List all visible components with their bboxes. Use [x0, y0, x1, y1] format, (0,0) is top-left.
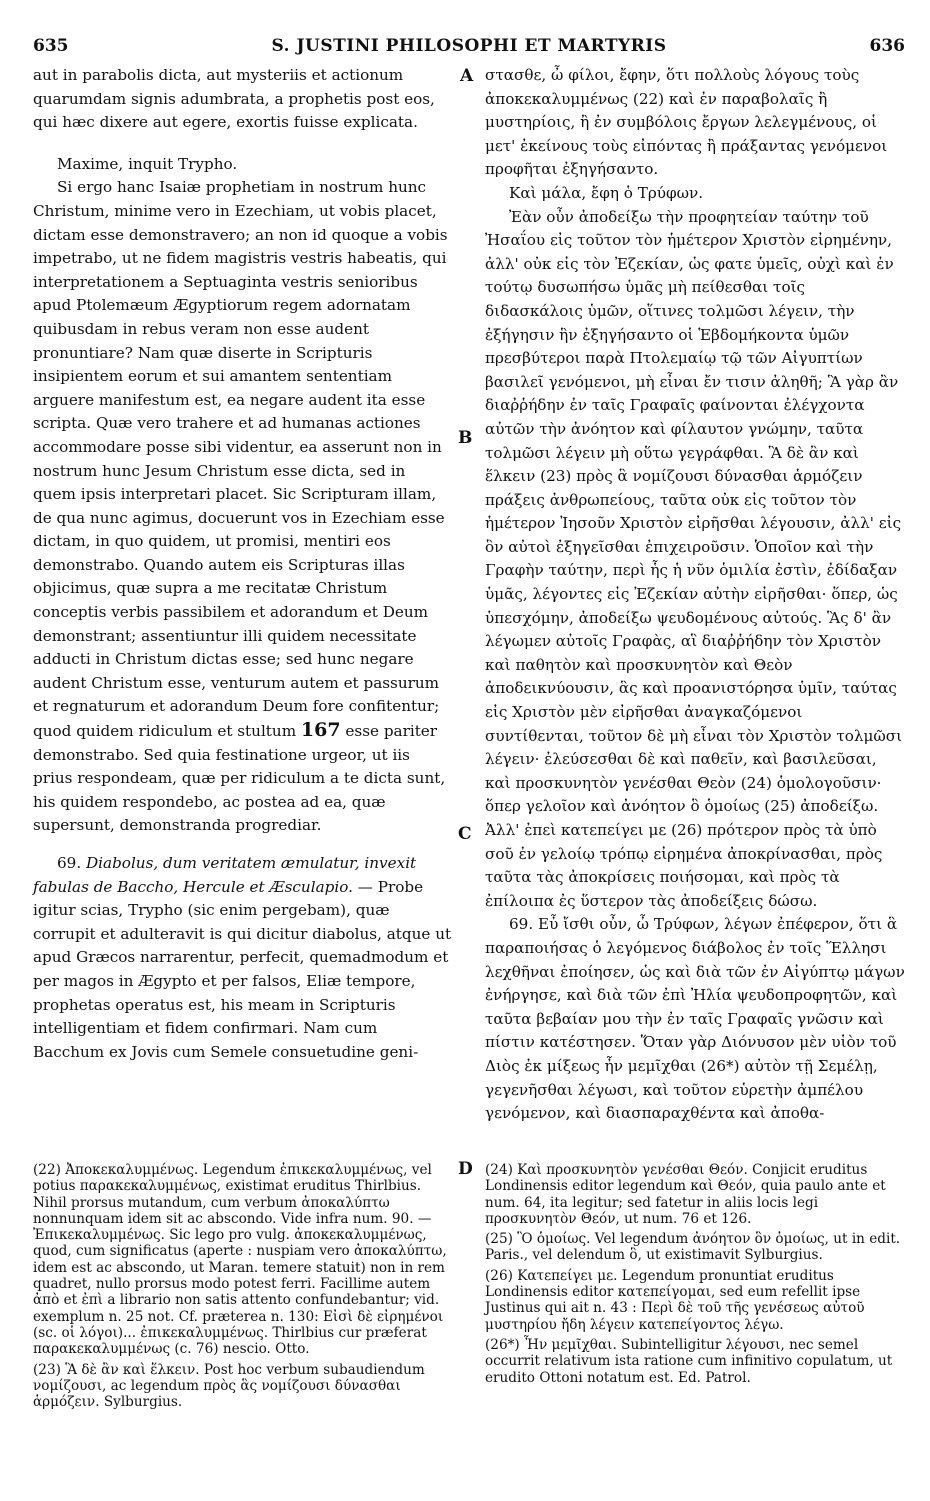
- footnotes-left: [33, 1162, 453, 1410]
- margin-marker-a: A: [460, 66, 474, 86]
- greek-paragraph-3: Ἐὰν οὖν ἀποδείξω τὴν προφητείαν ταύτην τοῦ Ἠσαΐου εἰς τοῦτον τὸν ἡμέτερον Χριστὸν εἰρημένην, ἀλλ' οὐκ εἰς τὸν Ἐζεκίαν, ὡς φατε ὑμεῖς, οὐχὶ καὶ ἐν τούτῳ δυσωπήσω ὑμᾶς μὴ πείθεσθαι τοῖς διδασκάλοις ὑμῶν, οἵτινες τολμῶσι λέγειν, τὴν ἐξήγησιν ἣν ἐξηγήσαντο οἱ Ἑβδομήκοντα ὑμῶν πρεσβύτεροι παρὰ Πτολεμαίῳ τῷ τῶν Αἰγυπτίων βασιλεῖ γενόμενοι, μὴ εἶναι ἔν τισιν ἀληθῆ; Ἃ γὰρ ἂν διαῤῥήδην ἐν ταῖς Γραφαῖς φαίνονται ἐλέγχοντα αὐτῶν τὴν ἀνόητον καὶ φίλαυτον γνώμην, ταῦτα τολμῶσι λέγειν μὴ οὕτω γεγράφθαι. Ἃ δὲ ἂν καὶ ἕλκειν (23) πρὸς ἃ νομίζουσι δύνασθαι ἁρμόζειν πράξεις ἀνθρωπείους, ταῦτα οὐκ εἰς τοῦτον τὸν ἡμέτερον Ἰησοῦν Χριστὸν εἰρῆσθαι λέγουσιν, ἀλλ' εἰς ὃν αὐτοὶ ἐξηγεῖσθαι ἐπιχειροῦσιν. Ὁποῖον καὶ τὴν Γραφὴν ταύτην, περὶ ἧς ἡ νῦν ὁμιλία ἐστὶν, ἐδίδαξαν ὑμᾶς, λέγοντες εἰς Ἐζεκίαν αὐτὴν εἰρῆσθαι· ὅπερ, ὡς ὑπεσχόμην, ἀποδείξω ψευδομένους αὐτούς. Ἃς δ' ἂν λέγωμεν αὐτοῖς Γραφὰς, αἳ διαῤῥήδην τὸν Χριστὸν καὶ παθητὸν καὶ προσκυνητὸν καὶ Θεὸν ἀποδεικνύουσιν, ἃς καὶ προανιστόρησα ὑμῖν, ταύτας εἰς Χριστὸν μὲν εἰρῆσθαι ἀναγκαζόμενοι συντίθενται, τοῦτον δὲ μὴ εἶναι τὸν Χριστὸν τολμῶσι λέγειν· ἐλεύσεσθαι δὲ καὶ παθεῖν, καὶ βασιλεῦσαι, καὶ προσκυνητὸν γενέσθαι Θεὸν (24) ὁμολογοῦσιν· ὅπερ γελοῖον καὶ ἀνόητον ὃ ὁμοίως (25) ἀποδείξω. Ἀλλ' ἐπεὶ κατεπείγει με (26) πρότερον πρὸς τὰ ὑπὸ σοῦ ἐν γελοίῳ τρόπῳ εἰρημένα ἀποκρίνασθαι, πρὸς ταῦτα τὰς ἀποκρίσεις ποιήσομαι, καὶ πρὸς τὰ ἐπίλοιπα ἐς ὕστερον τὰς ἀποδείξεις δώσω.: [485, 207, 903, 910]
- running-title: S. JUSTINI PHILOSOPHI ET MARTYRIS: [271, 36, 667, 56]
- section-number: 69.: [57, 854, 82, 872]
- footnote-25: (25) Ὃ ὁμοίως. Vel legendum ἀνόητον ὃν ὁμοίως, ut in edit. Paris., vel delendum ὃ, ut existimavit Sylburgius.: [485, 1231, 901, 1264]
- latin-section-69: [33, 852, 453, 1064]
- latin-paragraph-3-text-b: esse pariter demonstrabo. Sed quia festinatione urgeor, ut iis prius respondeam, quæ per ridiculum a te dicta sunt, his quidem respondebo, ac postea ad ea, quæ supersunt, demonstranda progrediar.: [33, 722, 446, 835]
- greek-column: [485, 64, 905, 1126]
- margin-marker-b: B: [458, 428, 473, 448]
- margin-marker-c: C: [458, 824, 472, 844]
- page-header: [33, 36, 905, 58]
- original-page-number: 167: [300, 719, 341, 742]
- latin-paragraph-2: Maxime, inquit Trypho.: [57, 154, 238, 173]
- footnote-24: (24) Καὶ προσκυνητὸν γενέσθαι Θεόν. Conjicit eruditus Londinensis editor legendum καὶ Θεόν, quia paulo ante et num. 64, ita legitur; sed fatetur in aliis locis legi προσκυνητὸν Θεόν, ut num. 76 et 126.: [485, 1162, 886, 1227]
- footnote-22: (22) Ἀποκεκαλυμμένως. Legendum ἐπικεκαλυμμένως, vel potius παρακεκαλυμμένως, existimat eruditus Thirlbius. Nihil prorsus mutandum, cum verbum ἀποκαλύπτω nonnunquam idem sit ac abscondo. Vide infra num. 90. — Ἐπικεκαλυμμένως. Sic lego pro vulg. ἀποκεκαλυμμένως, quod, cum significatus (aperte : nuspiam vero ἀποκαλύπτω, idem est ac abscondo, ut Maran. temere statuit) non in rem quadret, nullo prorsus modo potest ferri. Facillime autem ἀπὸ et ἐπὶ a librario non satis attento confundebantur; vid. exemplum n. 25 not. Cf. præterea n. 130: Εἰσὶ δὲ εἰρημένοι (sc. οἱ λόγοι)... ἐπικεκαλυμμένως. Thirlbius cur præferat παρακεκαλυμμένως (c. 76) nescio. Otto.: [33, 1162, 447, 1358]
- latin-paragraph-1: aut in parabolis dicta, aut mysteriis et actionum quarumdam signis adumbrata, a prophetis post eos, qui hæc dixere aut egere, exortis fuisse explicata.: [33, 66, 435, 132]
- greek-paragraph-1: στασθε, ὦ φίλοι, ἔφην, ὅτι πολλοὺς λόγους τοὺς ἀποκεκαλυμμένως (22) καὶ ἐν παραβολαῖς ἢ μυστηρίοις, ἢ ἐν συμβόλοις ἔργων λελεγμένους, οἱ μετ' ἐκείνους τοὺς εἰπόντας ἢ πράξαντας γενόμενοι προφῆται ἐξηγήσαντο.: [485, 66, 888, 179]
- latin-paragraph-3: [33, 176, 453, 838]
- latin-paragraph-3-text-a: Si ergo hanc Isaiæ prophetiam in nostrum hunc Christum, minime vero in Ezechiam, ut vobis placet, dictam esse demonstravero; an non id quoque a vobis impetrabo, ut ne fidem magistris vestris habeatis, qui interpretationem a Septuaginta vestris senioribus apud Ptolemæum Ægyptiorum regem adornatam quibusdam in rebus veram non esse audent pronuntiare? Nam quæ diserte in Scripturis insipientem eorum et sui amantem sententiam arguere manifestum est, ea negare audent ita esse scripta. Quæ vero trahere et ad humanas actiones accommodare posse sibi videntur, ea asserunt non in nostrum hunc Jesum Christum esse dicta, sed in quem ipsis interpretari placet. Sic Scripturam illam, de qua nunc agimus, docuerunt vos in Ezechiam esse dictam, in quo quidem, ut promisi, mentiri eos demonstrabo. Quando autem eis Scripturas illas objicimus, quæ supra a me recitatæ Christum conceptis verbis passibilem et adorandum et Deum demonstrant; assentiuntur illi quidem necessitate adducti in Christum dictas esse; sed hunc negare audent Christum esse, venturum autem et passurum et regnaturum et adorandum Deum fore confitentur; quod quidem ridiculum et stultum: [33, 178, 448, 741]
- footnote-26: (26) Κατεπείγει με. Legendum pronuntiat eruditus Londinensis editor κατεπείγομαι, sed eum refellit ipse Justinus qui ait n. 43 : Περὶ δὲ τοῦ τῆς γενέσεως αὐτοῦ μυστηρίου ἤδη λέγειν κατεπείγοντος λέγω.: [485, 1267, 865, 1333]
- footnote-26-star: (26*) Ἦν μεμῖχθαι. Subintelligitur λέγουσι, nec semel occurrit relativum ista ratione cum infinitivo copulatum, ut erudito Ottoni notatum est. Ed. Patrol.: [485, 1336, 893, 1386]
- margin-marker-d: D: [458, 1159, 473, 1179]
- footnotes-right: [485, 1162, 905, 1386]
- greek-section-69: 69. Εὖ ἴσθι οὖν, ὦ Τρύφων, λέγων ἐπέφερον, ὅτι ἃ παραποιήσας ὁ λεγόμενος διάβολος ἐν τοῖς Ἕλλησι λεχθῆναι ἐποίησεν, ὡς καὶ διὰ τῶν ἐν Αἰγύπτῳ μάγων ἐνήργησε, καὶ διὰ τῶν ἐπὶ Ἠλία ψευδοπροφητῶν, καὶ ταῦτα βεβαίαν μου τὴν ἐν ταῖς Γραφαῖς γνῶσιν καὶ πίστιν κατέστησεν. Ὅταν γὰρ Διόνυσον μὲν υἱὸν τοῦ Διὸς ἐκ μίξεως ἦν μεμῖχθαι (26*) αὐτὸν τῇ Σεμέλῃ, γεγενῆσθαι λέγωσι, καὶ τοῦτον εὑρετὴν ἀμπέλου γενόμενον, καὶ διασπαραχθέντα καὶ ἀποθα-: [485, 915, 905, 1123]
- footnote-23: (23) Ἃ δὲ ἂν καὶ ἕλκειν. Post hoc verbum subaudiendum νομίζουσι, ac legendum πρὸς ἃς νομίζουσι δύνασθαι ἁρμόζειν. Sylburgius.: [33, 1361, 425, 1411]
- section-title: Diabolus, dum veritatem æmulatur, invexit fabulas de Baccho, Hercule et Æsculapio.: [33, 854, 417, 896]
- greek-paragraph-2: Καὶ μάλα, ἔφη ὁ Τρύφων.: [509, 183, 704, 202]
- section-text: — Probe igitur scias, Trypho (sic enim pergebam), quæ corrupit et adulteravit is qui dicitur diabolus, atque ut apud Græcos narrarentur, perfecit, quemadmodum et per magos in Ægypto et per falsos, Eliæ tempore, prophetas operatus est, his meam in Scripturis intelligentiam et fidem confirmari. Nam cum Bacchum ex Jovis cum Semele consuetudine geni-: [33, 877, 452, 1061]
- latin-column: [33, 64, 453, 1064]
- page-number-left: 635: [33, 36, 69, 56]
- page-number-right: 636: [869, 36, 905, 56]
